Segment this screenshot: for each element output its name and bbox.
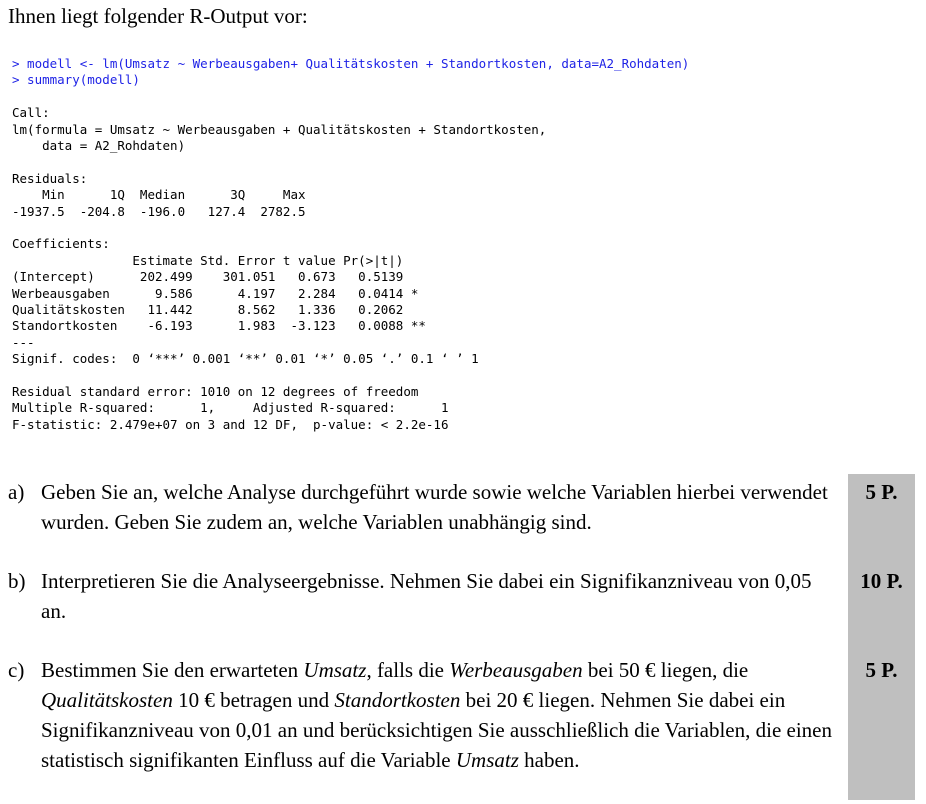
console-line: lm(formula = Umsatz ~ Werbeausgaben + Qualitätskosten + Standortkosten, [12, 121, 547, 137]
console-line: Residual standard error: 1010 on 12 degrees of freedom [12, 384, 419, 400]
variable-qualitaetskosten: Qualitätskosten [41, 688, 173, 712]
task-text: Interpretieren Sie die Analyseergebnisse. Nehmen Sie dabei ein Signifikanzniveau von 0,05 an. [41, 569, 812, 623]
task-text: haben. [518, 748, 580, 772]
console-line: F-statistic: 2.479e+07 on 3 and 12 DF, p-value: < 2.2e-16 [12, 416, 449, 432]
points-c: 5 P. [865, 658, 898, 682]
points-a: 5 P. [865, 480, 898, 504]
task-letter: a) [8, 480, 25, 504]
console-command: > modell <- lm(Umsatz ~ Werbeausgaben+ Qualitätskosten + Standortkosten, data=A2_Rohdaten) [12, 56, 690, 71]
intro-text: Ihnen liegt folgender R-Output vor: [8, 4, 308, 28]
variable-umsatz: Umsatz [303, 658, 367, 682]
console-line: (Intercept) 202.499 301.051 0.673 0.5139 [12, 269, 404, 285]
task-letter: c) [8, 658, 25, 682]
variable-standortkosten: Standortkosten [334, 688, 461, 712]
console-line: Coefficients: [12, 236, 110, 252]
console-line: Qualitätskosten 11.442 8.562 1.336 0.2062 [12, 302, 404, 318]
task-letter: b) [8, 569, 26, 593]
task-text: bei 50 € liegen, die [582, 658, 749, 682]
r-console-output [12, 56, 689, 433]
console-line: Signif. codes: 0 ‘***’ 0.001 ‘**’ 0.01 ‘*’ 0.05 ‘.’ 0.1 ‘ ’ 1 [12, 351, 479, 367]
task-c [8, 655, 840, 775]
task-text: Bestimmen Sie den erwarteten [41, 658, 304, 682]
console-line: Estimate Std. Error t value Pr(>|t|) [12, 252, 404, 268]
console-line: Standortkosten -6.193 1.983 -3.123 0.0088 ** [12, 318, 426, 334]
console-line: --- [12, 334, 35, 350]
console-line: Call: [12, 105, 50, 121]
task-text: 10 € betragen und [172, 688, 335, 712]
task-text: Geben Sie an, welche Analyse durchgeführt wurde sowie welche Variablen hierbei verwendet wurden. Geben Sie zudem an, welche Variablen unabhängig sind. [41, 480, 828, 534]
variable-werbeausgaben: Werbeausgaben [449, 658, 583, 682]
task-b [8, 566, 840, 626]
variable-umsatz: Umsatz [455, 748, 519, 772]
console-line: Min 1Q Median 3Q Max [12, 187, 306, 203]
points-column [848, 474, 915, 800]
console-command: > summary(modell) [12, 72, 140, 88]
points-b: 10 P. [860, 569, 903, 593]
console-line: -1937.5 -204.8 -196.0 127.4 2782.5 [12, 203, 306, 219]
task-text: bei 20 € liegen. Nehmen Sie dabei ein Signifikanzniveau von 0,01 an und berücksichtigen Sie ausschließlich die Variablen, die einen statistisch signifikanten Einfluss auf die Variable [41, 688, 832, 772]
console-line: Werbeausgaben 9.586 4.197 2.284 0.0414 * [12, 285, 419, 301]
console-line: data = A2_Rohdaten) [12, 138, 186, 154]
console-line: Multiple R-squared: 1, Adjusted R-squared: 1 [12, 400, 449, 416]
task-text: , falls die [366, 658, 450, 682]
console-line: Residuals: [12, 170, 88, 186]
task-a [8, 477, 840, 537]
